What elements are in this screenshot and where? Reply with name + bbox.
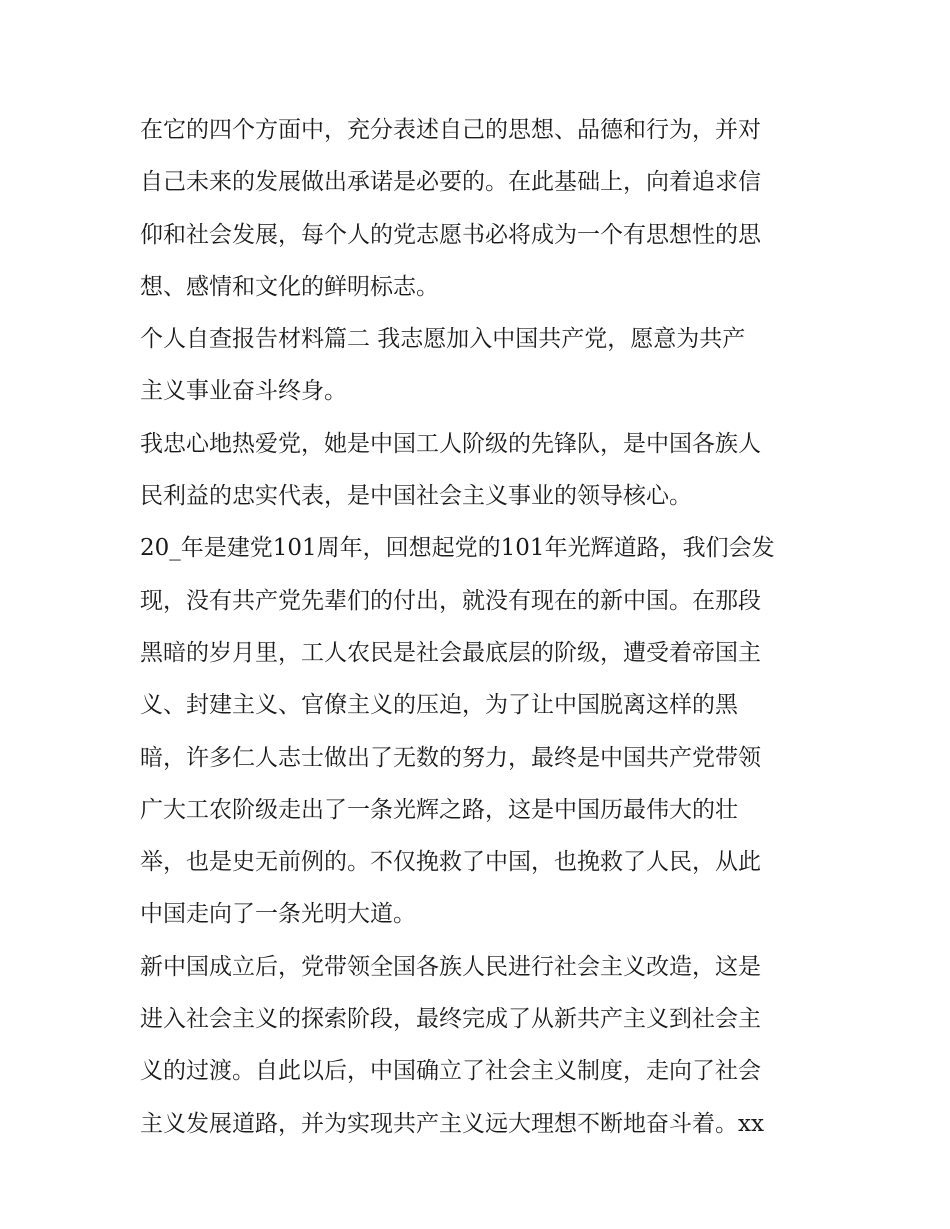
text-line: 个人自查报告材料篇二 我志愿加入中国共产党，愿意为共产 — [140, 326, 746, 353]
document-body — [140, 104, 812, 1150]
text-line: 仰和社会发展，每个人的党志愿书必将成为一个有思想性的思 — [140, 221, 761, 248]
text-line: 进入社会主义的探索阶段，最终完成了从新共产主义到社会主 — [140, 1006, 761, 1033]
text-line: 黑暗的岁月里，工人农民是社会最底层的阶级，遭受着帝国主 — [140, 639, 761, 666]
text-line: 民利益的忠实代表，是中国社会主义事业的领导核心。 — [140, 483, 692, 510]
text-line: 主义发展道路，并为实现共产主义远大理想不断地奋斗着。xx — [140, 1110, 764, 1137]
text-line: 义、封建主义、官僚主义的压迫，为了让中国脱离这样的黑 — [140, 692, 738, 719]
text-line: 现，没有共产党先辈们的付出，就没有现在的新中国。在那段 — [140, 587, 761, 614]
text-line: 举，也是史无前例的。不仅挽救了中国，也挽救了人民，从此 — [140, 849, 761, 876]
text-line: 在它的四个方面中，充分表述自己的思想、品德和行为，并对 — [140, 117, 761, 143]
text-line: 广大工农阶级走出了一条光辉之路，这是中国历最伟大的壮 — [140, 796, 738, 823]
text-line: 中国走向了一条光明大道。 — [140, 901, 416, 928]
text-line: 我忠心地热爱党，她是中国工人阶级的先锋队，是中国各族人 — [140, 430, 761, 457]
text-line: 新中国成立后，党带领全国各族人民进行社会主义改造，这是 — [140, 953, 761, 980]
text-line: 主义事业奋斗终身。 — [140, 378, 347, 405]
text-line: 义的过渡。自此以后，中国确立了社会主义制度，走向了社会 — [140, 1058, 761, 1085]
text-line: 想、感情和文化的鲜明标志。 — [140, 273, 439, 300]
text-line: 暗，许多仁人志士做出了无数的努力，最终是中国共产党带领 — [140, 744, 761, 771]
text-line: 20_年是建党101周年，回想起党的101年光辉道路，我们会发 — [140, 535, 775, 562]
text-line: 自己未来的发展做出承诺是必要的。在此基础上，向着追求信 — [140, 169, 761, 196]
